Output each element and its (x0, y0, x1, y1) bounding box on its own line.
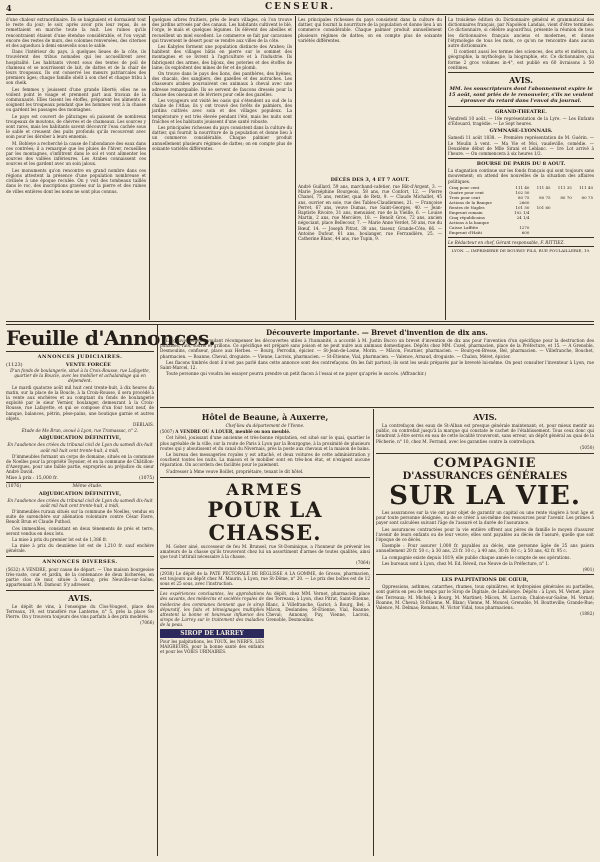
bourse-value: 24 1/4 (516, 214, 530, 220)
top-column-4 (448, 17, 594, 319)
adjudication2-header (6, 484, 154, 489)
avis2-text: Le dépôt de vins, à l'enseigne du Clos-Vougeot, place des Terreaux, 19, est transféré rue Lanterne, n° 5, près la place St-Pierre. On y trouvera toujours des vins parfaits à des prix modérés. (6, 603, 154, 619)
avis-text: MM. les souscripteurs dont l'abonnement expire le 15 août, sont priés de le renouveler, s'ils ne veulent éprouver du retard dans l'envoi du journal. (448, 86, 594, 105)
hotel-title: Hôtel de Beaune, à Auxerre, (201, 412, 329, 422)
reglisse-number: (2938) (160, 570, 174, 576)
compagnie-text2: Les assurances contractées pour la vie entière offrent aux pères de famille le moyen d'assurer l'avenir de leurs enfants ou de leur veuve; elles sont payables au décès de l'assuré, quelle que soit l'époque de ce décès. (376, 526, 594, 543)
bourse-label: Emprunt d'Haïti (449, 229, 482, 235)
article-paragraph: M. Bobleye a recherché la cause de l'abondance des eaux dans ces contrées; il a remarqué que les pluies de l'hiver, recueillies par les montagnes, s'infiltrent dans le sol et vont alimenter les sources des vallées inférieures. Les Arabes connaissent ces sources et les gardent avec un soin jaloux. (6, 140, 146, 167)
bourse-label: Rentes de Naples (449, 204, 485, 210)
article-paragraph: Les femmes y jouissent d'une grande liberté; elles ne se voilent point le visage et prennent part aux travaux de la communauté. Elles tissent les étoffes, préparent les aliments et soignent les troupeaux pendant que les hommes vont à la chasse ou gardent les passages des montagnes. (6, 86, 146, 113)
bourse-value: 101 50 (515, 204, 530, 210)
hotel-text3: S'adresser à Mme veuve Boillet, propriétaire, tenant le dit hôtel. (166, 468, 304, 474)
page-number: 4 (6, 3, 12, 13)
article-paragraph: d'une chaleur extraordinaire. Ils se baignaient et dormaient tout le reste du jour; le soir, après avoir pris leur repas, ils se remettaient en marche toute la nuit. Les ruines qu'ils rencontraient étaient d'une étendue considérable, et l'on voyait encore des restes de murs, des colonnes renversées, des citernes et des aqueducs à demi ensevelis sous le sable. (6, 17, 146, 49)
adjudication2-body2: Ces immeubles, consistant en deux tènements de prés et terre, seront vendus en deux lots. (6, 525, 154, 536)
bourse-title: BOURSE DE PARIS DU 8 AOUT. (476, 161, 566, 168)
divers-text: A VENDRE, pour cause de départ. — Une maison bourgeoise très-vaste, cour et jardin, de la contenance de deux bicherées, en partie clos de mur, située à Genay, près Neuville-sur-Saône, appartenant à M. Damour. S'y adresser. (6, 566, 154, 588)
article-paragraph: Les principales richesses du pays consistent dans la culture du dattier, qui fournit la nourriture de la population et donne lieu à un commerce considérable. Chaque palmier produit annuellement plusieurs régimes de dattes; on en compte plus de soixante variétés différentes. (298, 17, 442, 43)
bourse-value: 1270 (519, 224, 530, 230)
top-column-1 (6, 17, 146, 319)
section-rule (448, 237, 594, 238)
column-rule (157, 324, 158, 856)
adjudication2-number: (1076) (6, 483, 21, 489)
section-rule (448, 72, 594, 73)
stalban-avis-title: AVIS. (473, 412, 497, 422)
bourse-value: 600 (521, 229, 530, 235)
sirop-after: Pour les palpitations, les TOUX, les NERFS, LES MAIGREURS, pour la bonne santé des enfants et pour les VOIES URINAIRES. (160, 638, 264, 655)
hotel-subtitle: Chef-lieu du département de l'Yonne. (225, 423, 305, 428)
section-rule (448, 246, 594, 247)
top-column-2 (152, 17, 292, 319)
section-rule (6, 482, 154, 483)
article-paragraph: Les principales richesses du pays consistent dans la culture du dattier, qui fournit la nourriture de la population et donne lieu à un commerce considérable. Chaque palmier produit annuellement plusieurs régimes de dattes; on en compte plus de soixante variétés différentes. (152, 125, 293, 151)
deces-title: DÉCÈS DES 3, 4 ET 7 AOUT. (330, 177, 410, 183)
avis2-title: AVIS. (68, 592, 92, 603)
section-rule (6, 556, 154, 557)
bourse-value: 101 60 (536, 204, 551, 210)
gymnase-text: Samedi 11 août 1838. — Première représentation de M. Guérin. — Le Moulin à vent. — Ma Vie et Moi, vaudeville, comédie. — Deuxième début de Mlle Sirani et Leblanc. — 1re Lot arrivé à l'heure. — On commencera à six heures 1/2. (448, 135, 594, 157)
article-paragraph: Les voyageurs ont visité les oasis qui s'étendent au sud de la chaîne de l'Atlas; ils y ont trouvé des forêts de palmiers, des jardins cultivés avec soin et des villages populeux. La température y est très élevée pendant l'été, mais les nuits sont fraîches et les habitants jouissent d'une santé robuste. (152, 98, 292, 124)
reglisse-text: Le dépôt de la PATE PECTORALE DE RÉGLISSE A LA GOMME, de Grosso, pharmacien, est toujours au dépôt chez M. Maurin, à Lyon, rue St-Dôme, n° 20. — Le prix des boîtes est de 12 sous et 25 sous, avec l'instruction. (160, 570, 370, 587)
avis2-number: (7066) (140, 620, 154, 626)
vente-signature: DEBLAIS. (132, 422, 154, 428)
bourse-value: 111 35 (557, 184, 572, 190)
adjudication-price-row (6, 476, 154, 481)
bourse-value: 102 1/4 (514, 209, 530, 215)
sirop-depots: Au dépôt, chez MM. Vernet, pharmacien place des Terreaux; à Lyon, chez Pitrat, Saint-Étienne, Blanc, à Villefranche, Gariot; à Bourg, Bel; à Mâcon, Deslandes; St-Étienne, Vial, Roanne, Cheval; Annonay, Puy, Vienne, Lacroix, Grenoble, Desmoulins. (266, 591, 370, 623)
middle-column (160, 410, 370, 856)
article-paragraph: Dans l'intérieur du pays, à quelques lieues de la côte, ils trouvèrent des tribus nomades qui les accueillirent avec hospitalité. Les habitants vivent sous des tentes de poil de chameau et se nourrissent de lait, de dattes et de la chair de leurs troupeaux. Ils ont conservé les mœurs patriarcales des premiers âges; chaque famille obéit à son chef et chaque tribu à son cheik. (6, 49, 146, 86)
armes-text: M. Gober ainé, successeur de feu M. Brunsel, rue St-Dominique, a l'honneur de prévenir les amateurs de la chasse qu'ils trouveront chez lui un assortiment d'armes de toutes qualités, ainsi que tout l'attirail nécessaire à la chasse. (160, 543, 370, 560)
bourse-value: 80 75 (581, 194, 593, 200)
decouverte-text: Le gouvernement, voulant récompenser les découvertes utiles à l'humanité, a accordé à M. Justin Bucco un brevet d'invention de dix ans pour l'invention d'un spécifique pour la destruction des punaises, rats, souris et grillons. Ce spécifique est préparé sans poison et ne peut nuire aux animaux domestiques. Dépôts chez MM. Cozel, pharmacien, place de la Préfecture, et 15. — A Grenoble, Desmoulins, confiseur, place aux Herbes. — Bourg, Perrodin, épicier. — St-Jean-de-Losne, Morin. — Mâcon, Fournier, pharmacien. — Bourg-en-Bresse, Bel, pharmacien. — Villefranche, Bouchet, pharmacien. — Roanne, Cheval, droguiste. — Vienne, Lacroix, pharmacien. — St-Étienne, Vial, pharmacien. — Valence, Arnaud, droguiste. — Chalon, Méret, épicier. (160, 338, 594, 359)
page-header (6, 3, 594, 15)
section-rule (160, 588, 370, 589)
bourse-label: Actions à la banque (449, 219, 489, 225)
right-bottom-column (376, 410, 594, 856)
article-paragraph: On trouve dans le pays des lions, des panthères, des hyènes, des chacals, des sangliers, des gazelles et des autruches. Les chasseurs arabes poursuivent ces animaux à cheval avec une adresse remarquable. Ils se servent de faucons dressés pour la chasse des oiseaux et de lévriers pour celle des gazelles. (152, 71, 292, 97)
bourse-table (448, 185, 594, 235)
bourse-value: 102 50 (515, 189, 530, 195)
compagnie-line-1: COMPAGNIE (433, 456, 537, 472)
adjudication2-lot2: La mise à prix du deuxième lot est de 1,210 fr. sauf enchère générale. (6, 543, 154, 554)
bourse-label: Actions de la Banque (449, 199, 492, 205)
bourse-label: Trois pour cent (449, 194, 481, 200)
divers-number: (5632) (6, 566, 20, 572)
bourse-value: 80 75 (517, 194, 530, 200)
vente-body: Le mardi quatorze août mil huit cent trente-huit, à dix heures du matin, sur la place de la Boucle, à la Croix-Rousse, il sera procédé à la vente aux enchères et au comptant du fonds de boulangerie exploité par le sieur Vernier, boulanger, demeurant à la Croix-Rousse, rue Lafayette, et qui se compose d'un four tout neuf, de banque, balances, pétrin, pèse-pains, une boutique garnie et autres objets. (6, 384, 154, 421)
theatre-text: Vendredi 10 août. — 18e représentation de la Lyre. — Les Enfants d'Édouard, tragédie. — Le Sept heures. (448, 116, 594, 127)
section-divider (6, 321, 594, 325)
column-rule (149, 16, 150, 320)
bourse-value (530, 230, 551, 235)
vente-title: VENTE FORCÉE (65, 362, 111, 368)
bourse-value: 2660 (519, 199, 530, 205)
decouverte-title: Découverte importante. — Brevet d'invention de dix ans. (266, 328, 488, 337)
bourse-label: Caisse Laffitte (449, 224, 479, 230)
hotel-head (160, 429, 370, 434)
compagnie-text5: Les bureaux sont à Lyon, chez M. Ed. Réveil, rue Neuve de la Préfecture, n° 1. (382, 560, 550, 566)
adjudication-number: (1075) (139, 475, 154, 481)
annonces-diverses-heading: ANNONCES DIVERSES. (42, 558, 118, 565)
section-rule (448, 106, 594, 107)
bourse-value: 80 70 (560, 194, 572, 200)
top-column-3 (298, 17, 442, 319)
armes-line-1: ARMES (226, 479, 304, 499)
bourse-value: 111 40 (515, 184, 530, 190)
bourse-label: Cinq pour cent (449, 184, 480, 190)
article-paragraph: Les monuments qu'on rencontre en grand nombre dans ces régions attestent la présence d'une population nombreuse et civilisée à une époque reculée. On y voit des tombeaux taillés dans le roc, des inscriptions gravées sur la pierre et des ruines de villes entières dont les noms ne sont plus connus. (6, 167, 146, 194)
masthead: CENSEUR. (264, 2, 336, 12)
imprimerie-line: LYON. — IMPRIMERIE DE BOURSY FILS, RUE POULAILLERIE, 19. (451, 248, 591, 254)
article-paragraph: Le pays est couvert de pâturages où paissent de nombreux troupeaux de moutons, de chèvres et de chameaux. Les sources y sont rares, mais les habitants savent découvrir l'eau cachée sous le sable et creusent des puits profonds qu'ils recouvrent avec soin pour les dérober à leurs ennemis. (6, 113, 146, 140)
compagnie-text: Les assurances sur la vie ont pour objet de garantir un capital ou une rente viagère à tout âge et pour toute personne désignée, ou de se créer à soi-même des ressources pour l'avenir. Les primes à payer sont calculées suivant l'âge de l'assuré et la durée de l'assurance. (376, 510, 594, 526)
dictionary-notice: La troisième édition du Dictionnaire général et grammatical des dictionnaires français, par Napoléon Landais, vient d'être terminée. Ce dictionnaire, si célèbre aujourd'hui, présente la réunion de tous les dictionnaires français anciens et modernes, et donne l'étymologie de tous les mots, ce qu'on ne rencontre dans aucun autre dictionnaire. (448, 17, 594, 49)
compagnie-text4: La compagnie existe depuis 1819; elle publie chaque année le compte de ses opérations. (382, 554, 571, 560)
section-rule (160, 568, 370, 569)
adjudication2-body: D'immeubles ruraux situés sur la commune de Noelles, vendus en suite de surenchère sur aliénation volontaire contre César Favre, Benoît Brun et Claude Puthod. (6, 509, 154, 525)
armes-number: (7064) (356, 560, 370, 566)
bourse-label: Cinq républicains (449, 214, 485, 220)
bourse-label: Quatre pour cent (449, 189, 484, 195)
stalban-avis-number: (5050) (580, 444, 594, 450)
bourse-value: 80 75 (539, 194, 551, 200)
adjudication2-lot1: La mise à prix du premier lot est de 1,386 fr. (12, 537, 108, 543)
bourse-value (552, 230, 573, 235)
deces-text: André Guillard, 59 ans, marchand-cafetier, rue Bât-d'Argent, 3. — Marie Joséphine Bourgeois, 58 ans, rue Confort, 12. — Pierre Chanel, 75 ans, rentier, quai de Retz, 9. — Claude Michallet, 45 ans, ouvrier en soie, rue des Tables-Claudiennes, 21. — Françoise Perret, 67 ans, veuve Dumas, rue Saint-Georges, 40. — Jean-Baptiste Rivoire, 31 ans, menuisier, rue de la Vieille, 6. — Louise Martin, 2 ans, rue Mercière, 18. — Benoît Gros, 72 ans, ancien négociant, place Bellecour, 7. — Marie Anne Verdet, 50 ans, rue du Bœuf, 14. — Joseph Pitrat, 38 ans, tisseur, Grande-Côte, 66. — Antoine Dufour, 61 ans, boulanger, rue Ferrandière, 25. — Catherine Blanc, 44 ans, rue Tupin, 9. (298, 184, 442, 242)
gymnase-title: GYMNASE-LYONNAIS. (489, 128, 553, 135)
sirop-intro: Les expériences concluantes, les approbations des savants, des médecins et sociétés royales de médecine des communes tiennent que le sirop dépuratif, les faits et témoignages multipliés attestent la bonne et heureuse influence des sirops de Larrey sur le traitement des maladies de la peau. (160, 591, 264, 628)
bourse-value: 111 45 (536, 184, 551, 190)
section-rule (6, 351, 154, 352)
compagnie-line-2: D'ASSURANCES GÉNÉRALES (402, 471, 568, 483)
sirop-right (266, 591, 370, 655)
feuille-annonces-title: Feuille d'Annonces. (6, 326, 216, 350)
sirop-left (160, 591, 264, 655)
gerant-line: Le Rédacteur en chef, Gérant responsable, F. RITTIEZ. (448, 239, 565, 245)
section-rule (376, 574, 594, 575)
etude-brun: Étude de Me Brun, avoué à Lyon, rue Tramassac, n° 2. (21, 428, 139, 434)
compagnie-line-3: SUR LA VIE. (389, 481, 581, 512)
reglisse-notice (160, 571, 370, 587)
adjudication2-subtitle: En l'audience des criées du tribunal civil de Lyon du samedi dix-huit août mil huit cent trente-huit, à midi, (7, 497, 153, 508)
column-rule (295, 16, 296, 320)
article-paragraph: Les Kabyles forment une population distincte des Arabes; ils habitent des villages bâtis en pierre sur le sommet des montagnes et se livrent à l'agriculture et à l'industrie. Ils fabriquent des armes, des bijoux, des poteries et des étoffes de laine; ils exploitent des mines de fer et de plomb. (152, 44, 292, 70)
theatre-title: GRAND-THEATRE. (495, 109, 547, 116)
avis-title: AVIS. (509, 75, 533, 86)
bourse-value (573, 230, 594, 235)
dictionary-notice: Il contient aussi les termes des sciences, des arts et métiers, la géographie, la mythologie, la biographie, etc. Ce dictionnaire, qui forme 2 gros volumes in-4°, est publié en 60 livraisons à 50 centimes. (448, 49, 594, 70)
adjudication2-title: ADJUDICATION DÉFINITIVE, (38, 490, 122, 497)
bourse-intro: La stagnation continue sur les fonds français qui sont toujours sans mouvement; on attend des nouvelles de la situation des affaires politiques. (448, 168, 594, 184)
adjudication-body: D'immeubles formant un corps de domaine, situés en la commune de Noelles pour la propriété Teyssier, et en la commune de Châtillon-d'Azergues, pour une faible partie, expropriés au préjudice du sieur André David. (6, 453, 154, 475)
bourse-row (448, 230, 594, 235)
vente-subtitle: D'un fonds de boulangerie, situé à la Croix-Rousse, rue Lafayette, quartier de la Boucle, avec les mobilier et achalandage qui en dépendent. (10, 368, 150, 384)
section-rule (160, 407, 594, 408)
palpitations-title: LES PALPITATIONS DE CŒUR, (441, 577, 529, 584)
decouverte-block (160, 326, 594, 406)
sirop-block (160, 591, 370, 655)
palpitations-text: Oppressions, asthmes, catarrhes, rhumes, toux opiniâtres, et hydropisies générales ou partielles, sont guéris en peu de temps par le Sirop de Digitale, de Labélonye. Dépôts : à Lyon, M. Vernet, place des Terreaux; M. Michel; à Bourg, M. Martinet; Mâcon, M. Lacroix; Chalon-sur-Saône, M. Vernat; Roanne, M. Cheval; St-Étienne, M. Blanc; Vienne, M. Moncel; Grenoble, M. Boutteville; Grande-Rue; Valence, M. Delmas; Romans, M. Victor Vidal, tous pharmaciens. (376, 584, 594, 611)
decouverte-text3: Toute personne qui voudra les essayer pourra prendre un petit flacon à l'essai et ne payer qu'après le succès. (Affranchir.) (166, 371, 427, 377)
section-rule (448, 158, 594, 159)
adjudication-price: Mise à prix : 15,000 fr. (6, 475, 58, 481)
decouverte-text2: Les flacons timbrés dont il n'est pas parlé dans cette annonce sont des contrefaçons. On les fait partout; ils sont les seuls préparés par le breveté lui-même. On peut consulter l'inventeur à Lyon, rue Saint-Marcel, 12. (160, 359, 594, 371)
annonces-judiciaires-heading: ANNONCES JUDICIAIRES. (37, 354, 123, 360)
bourse-label: Emprunt romain (449, 209, 483, 215)
column-rule (445, 16, 446, 320)
hotel-headline: A VENDRE OU A LOUER, meublé ou non meublé. (175, 429, 291, 435)
armes-line-2: POUR LA CHASSE. (207, 496, 323, 545)
section-rule (160, 477, 370, 478)
hotel-text: Cet hôtel, jouissant d'une ancienne et très-bonne réputation, est situé sur le quai, quartier le plus agréable de la ville, sur la route de Paris à Lyon par la Bourgogne, à la proximité de plusieurs routes qui y aboutissent et du canal du Nivernais, près la poste aux chevaux et la maison de bains. (160, 435, 370, 451)
compagnie-text3: Exemple : Pour assurer 1,000 fr. payables au décès, une personne âgée de 25 ans paiera annuellement 20 fr. 50 c.; à 30 ans, 23 fr. 10 c.; à 40 ans, 30 fr. 60 c.; à 50 ans, 42 fr. 95 c. (376, 543, 594, 554)
article-paragraph: quelques arbres fruitiers, près de leurs villages, où l'on trouve des jardins arrosés par des canaux. Les habitants cultivent le blé, l'orge, le maïs et quelques légumes. Ils élèvent des abeilles et recueillent un miel excellent. Le commerce se fait par caravanes qui traversent le désert pour se rendre aux villes de la côte. (152, 17, 292, 43)
adjudication-title: ADJUDICATION DÉFINITIVE, (38, 435, 122, 442)
palpitations-number: (1882) (580, 611, 594, 617)
compagnie-number: (901) (582, 567, 594, 573)
adjudication-subtitle: En l'audience des criées du tribunal civil de Lyon du samedi dix-huit août mil huit cent trente-huit, à midi, (7, 442, 153, 453)
stalban-avis-text: La contrefaçon des eaux de St-Alban est presque générale maintenant; et, pour mieux mentir au public, on contrefait jusqu'à la marque qui constate le cachet de l'établissement. Tous ceux donc qui tiendront à être servis en eau de cette localité trouveront, sans erreur, un dépôt général au quai de la Pêcherie, n° 10, chez M. Ferrand, avec les garanties contre la contrefaçon. (376, 423, 594, 444)
hotel-text2: Le bureau des messageries royales y est attaché, et deux voitures de cette administration y couchent toutes les nuits. La maison et le mobilier sont en très-bon état, et n'exigent aucune réparation. On accordera des facilités pour le paiement. (160, 452, 370, 468)
adjudication2-same: Même étude. (72, 483, 103, 489)
column-rule (373, 409, 374, 856)
section-rule (376, 453, 594, 454)
sirop-banner: SIROP DE LARREY (160, 629, 264, 638)
divers-notice (6, 567, 154, 588)
bourse-value: 111 40 (579, 184, 593, 190)
section-rule (6, 590, 154, 591)
vente-number: (1123) (6, 362, 23, 368)
hotel-number: (5007) (160, 429, 174, 435)
